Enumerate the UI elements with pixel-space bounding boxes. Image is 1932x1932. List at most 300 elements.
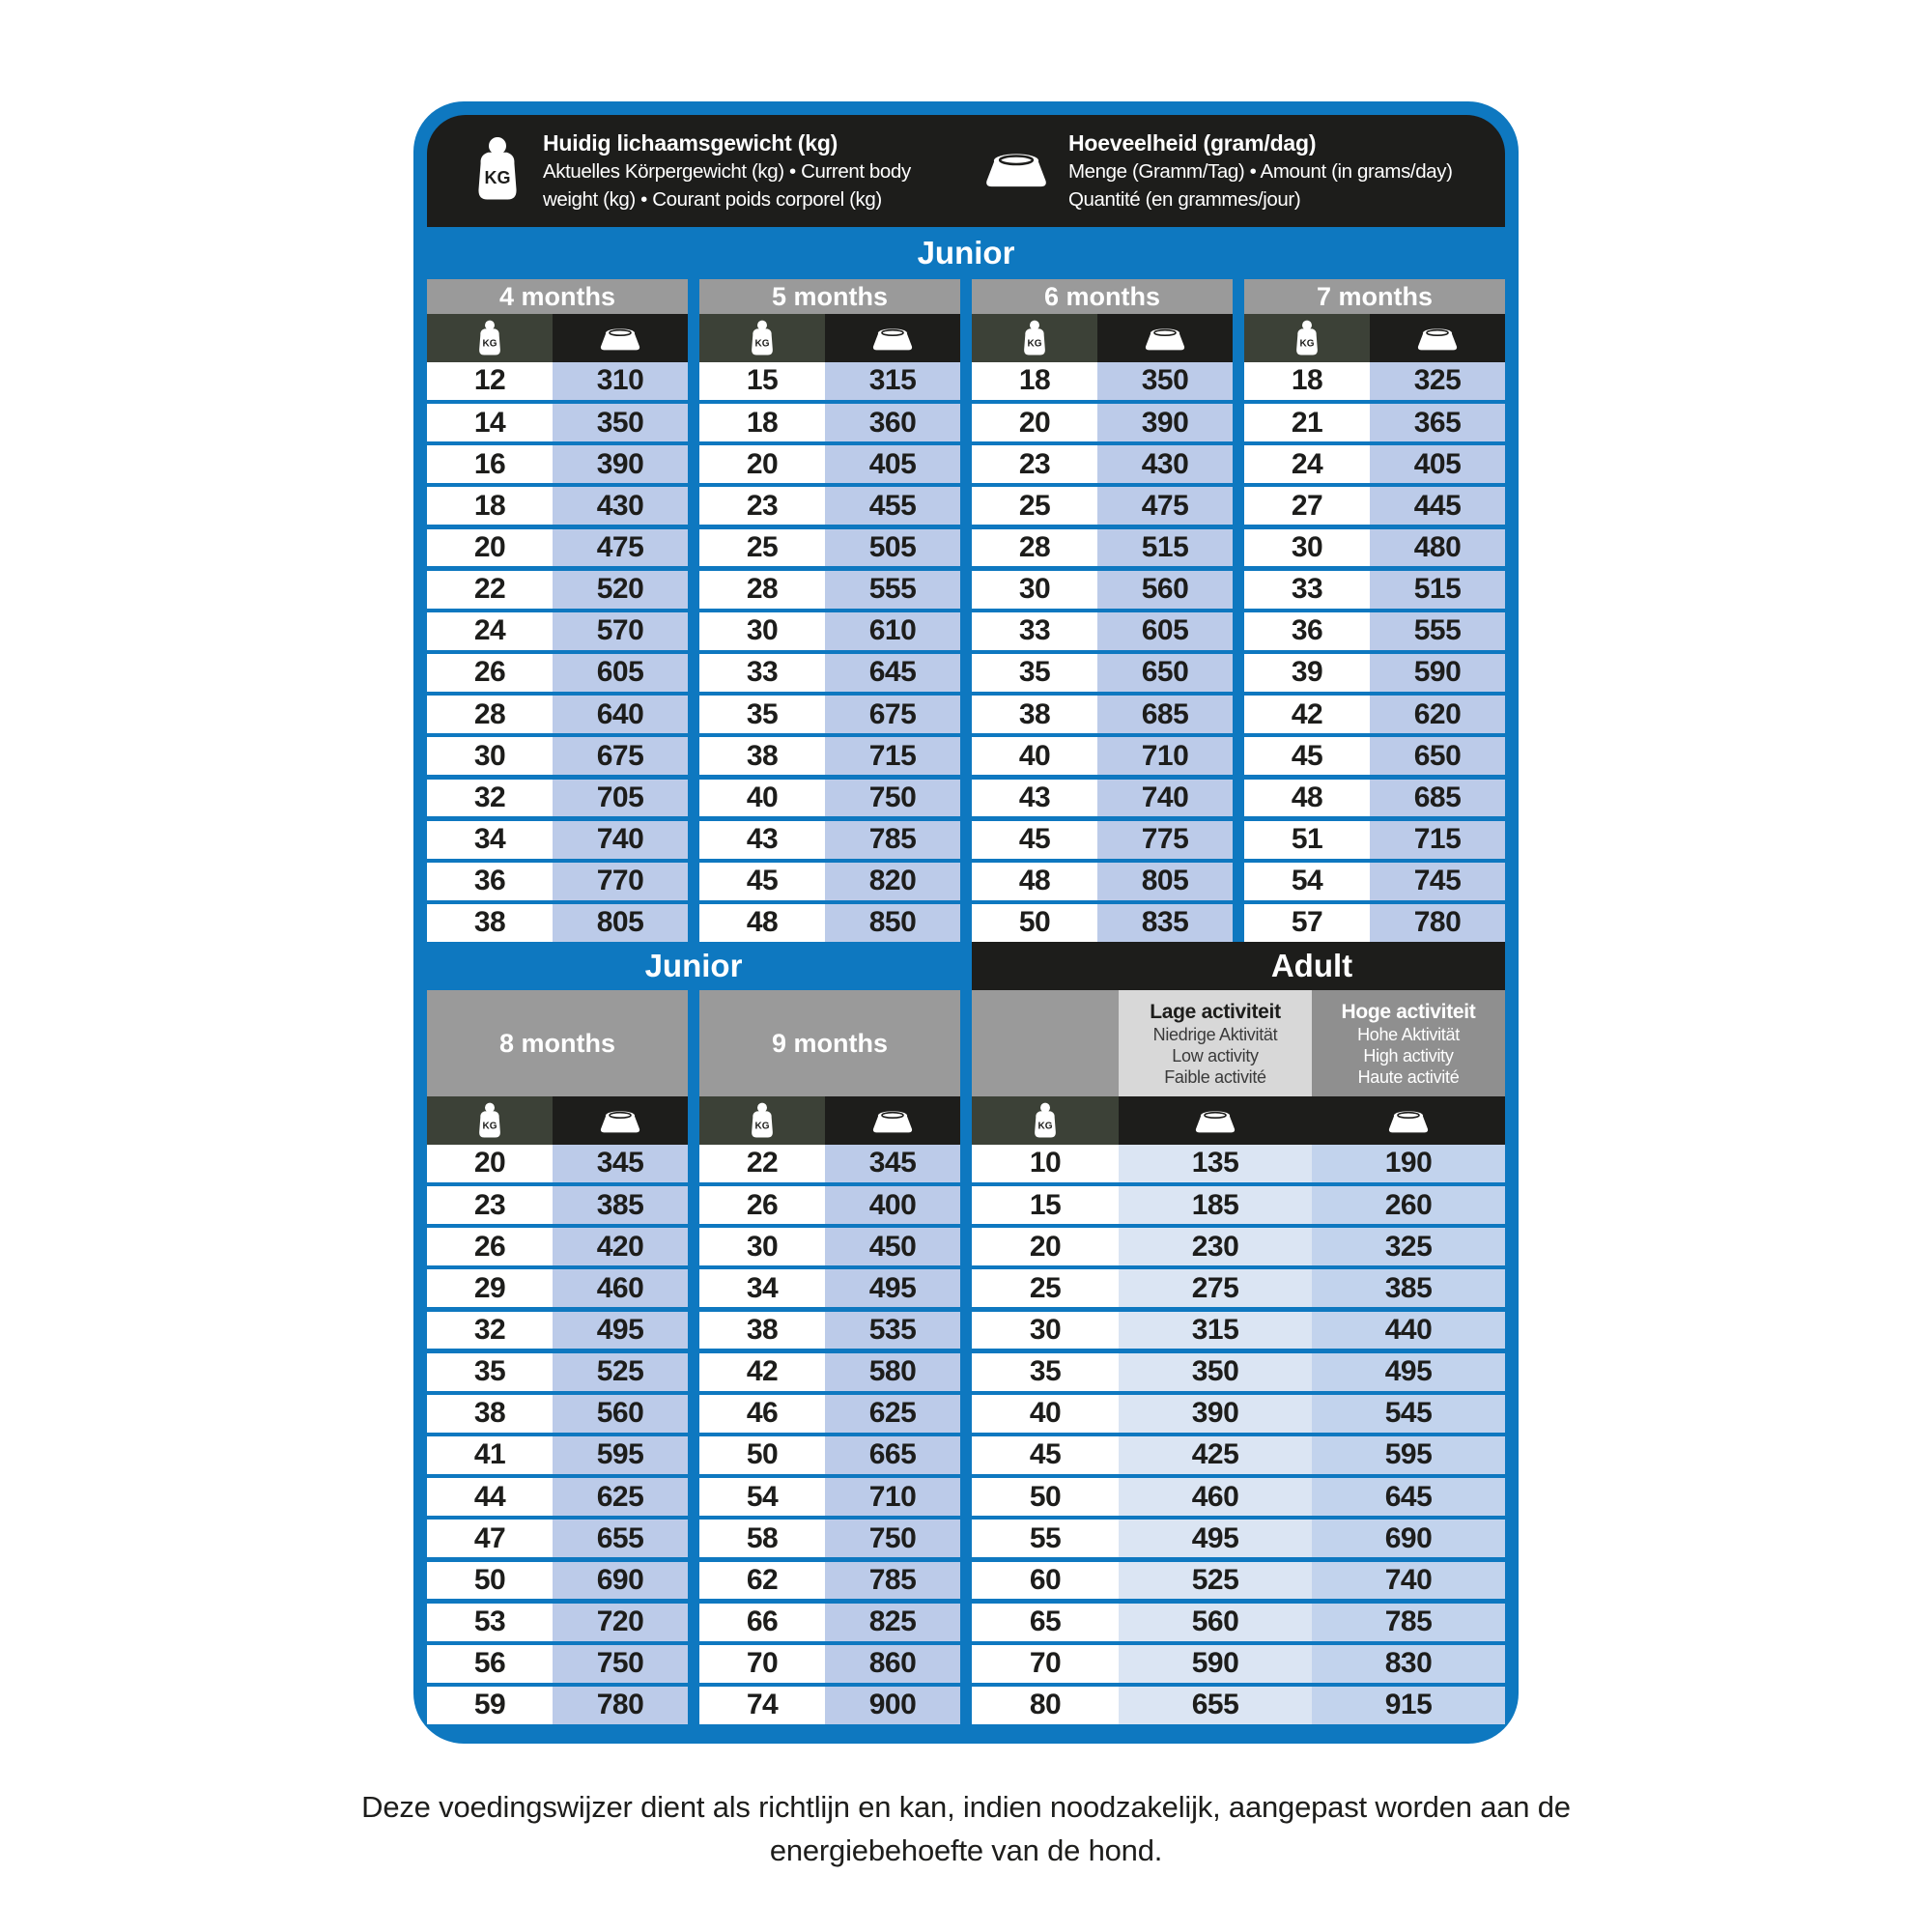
svg-text:KG: KG [1027, 338, 1042, 350]
amount-cell: 720 [553, 1604, 688, 1641]
kg-cell: 29 [427, 1269, 553, 1307]
high-activity-amount-cell: 645 [1312, 1478, 1505, 1516]
kg-cell: 66 [699, 1604, 825, 1641]
kg-cell: 40 [972, 737, 1097, 775]
amount-cell: 475 [553, 529, 688, 567]
legend-amount-text [1068, 128, 1453, 213]
low-activity-amount-cell: 460 [1119, 1478, 1312, 1516]
table-row [427, 780, 688, 817]
amount-cell: 750 [553, 1645, 688, 1683]
bowl-icon [1119, 1096, 1312, 1145]
table-row [972, 1645, 1505, 1683]
table-row [699, 696, 960, 733]
low-activity-title: Lage activiteit [1150, 1000, 1281, 1023]
table-row [972, 1186, 1505, 1224]
table-row [1244, 362, 1505, 400]
month-header: 7 months [1244, 279, 1505, 314]
kg-cell: 60 [972, 1562, 1119, 1600]
low-activity-amount-cell: 560 [1119, 1604, 1312, 1641]
amount-cell: 715 [825, 737, 960, 775]
table-row [427, 654, 688, 692]
kg-cell: 50 [972, 904, 1097, 942]
kg-cell: 39 [1244, 654, 1370, 692]
amount-cell: 645 [825, 654, 960, 692]
kg-cell: 25 [699, 529, 825, 567]
kg-cell: 50 [972, 1478, 1119, 1516]
amount-cell: 595 [553, 1436, 688, 1474]
column-icon-header [972, 314, 1233, 362]
table-row [1244, 571, 1505, 609]
amount-cell: 740 [1097, 780, 1233, 817]
amount-cell: 745 [1370, 863, 1505, 900]
legend-weight-line1: Aktuelles Körpergewicht (kg) • Current body [543, 160, 911, 183]
legend-amount-line1: Menge (Gramm/Tag) • Amount (in grams/day) [1068, 160, 1453, 183]
table-row [699, 654, 960, 692]
kg-cell: 45 [972, 1436, 1119, 1474]
table-row [1244, 821, 1505, 859]
legend-amount [983, 115, 1453, 227]
table-row [699, 362, 960, 400]
month-header: 8 months [427, 990, 688, 1096]
table-row [972, 612, 1233, 650]
kg-cell: 16 [427, 445, 553, 483]
kg-weight-icon [699, 1096, 825, 1145]
amount-cell: 455 [825, 487, 960, 525]
amount-cell: 805 [553, 904, 688, 942]
table-row [427, 362, 688, 400]
high-activity-amount-cell: 830 [1312, 1645, 1505, 1683]
table-row [972, 445, 1233, 483]
kg-cell: 30 [427, 737, 553, 775]
kg-cell: 48 [1244, 780, 1370, 817]
amount-cell: 325 [1370, 362, 1505, 400]
high-activity-header [1312, 990, 1505, 1096]
legend-amount-title: Hoeveelheid (gram/dag) [1068, 130, 1317, 156]
low-activity-amount-cell: 350 [1119, 1353, 1312, 1391]
kg-cell: 38 [699, 1312, 825, 1350]
low-activity-sub1: Niedrige Aktivität [1152, 1024, 1278, 1044]
amount-cell: 405 [825, 445, 960, 483]
amount-cell: 430 [553, 487, 688, 525]
table-row [1244, 737, 1505, 775]
table-row [427, 1478, 688, 1516]
kg-cell: 35 [972, 654, 1097, 692]
kg-cell: 59 [427, 1687, 553, 1724]
bowl-icon [825, 314, 960, 362]
amount-cell: 685 [1370, 780, 1505, 817]
amount-cell: 860 [825, 1645, 960, 1683]
amount-cell: 560 [553, 1395, 688, 1433]
kg-cell: 45 [972, 821, 1097, 859]
kg-cell: 20 [972, 1228, 1119, 1265]
kg-cell: 38 [699, 737, 825, 775]
table-row [427, 404, 688, 441]
table-row [1244, 612, 1505, 650]
band-gap [960, 942, 972, 990]
kg-cell: 53 [427, 1604, 553, 1641]
kg-cell: 42 [1244, 696, 1370, 733]
low-activity-sub2: Low activity [1172, 1045, 1259, 1065]
month-header: 6 months [972, 279, 1233, 314]
amount-cell: 590 [1370, 654, 1505, 692]
table-row [1244, 529, 1505, 567]
amount-cell: 535 [825, 1312, 960, 1350]
junior-top-title: Junior [917, 235, 1015, 270]
amount-cell: 400 [825, 1186, 960, 1224]
data-rows [699, 1145, 960, 1724]
svg-text:KG: KG [482, 338, 497, 350]
table-row [972, 1687, 1505, 1724]
amount-cell: 690 [553, 1562, 688, 1600]
kg-cell: 38 [427, 1395, 553, 1433]
kg-cell: 34 [699, 1269, 825, 1307]
bowl-icon [553, 1096, 688, 1145]
amount-cell: 445 [1370, 487, 1505, 525]
amount-cell: 775 [1097, 821, 1233, 859]
kg-cell: 45 [699, 863, 825, 900]
kg-cell: 48 [972, 863, 1097, 900]
amount-cell: 605 [1097, 612, 1233, 650]
kg-cell: 41 [427, 1436, 553, 1474]
table-row [972, 1436, 1505, 1474]
junior-bottom-title: Junior [644, 948, 743, 983]
kg-cell: 15 [699, 362, 825, 400]
table-row [699, 1395, 960, 1433]
table-row [972, 821, 1233, 859]
bowl-icon [983, 150, 1049, 193]
kg-cell: 25 [972, 1269, 1119, 1307]
kg-cell: 51 [1244, 821, 1370, 859]
table-row [972, 1312, 1505, 1350]
svg-text:KG: KG [1299, 338, 1315, 350]
bowl-icon [1370, 314, 1505, 362]
column-icon-header [427, 1096, 688, 1145]
amount-cell: 750 [825, 780, 960, 817]
amount-cell: 655 [553, 1520, 688, 1557]
table-row [972, 1562, 1505, 1600]
kg-cell: 62 [699, 1562, 825, 1600]
kg-cell: 23 [972, 445, 1097, 483]
table-row [972, 404, 1233, 441]
table-row [699, 1478, 960, 1516]
amount-cell: 450 [825, 1228, 960, 1265]
table-row [427, 1687, 688, 1724]
table-row [427, 612, 688, 650]
kg-cell: 42 [699, 1353, 825, 1391]
kg-cell: 33 [1244, 571, 1370, 609]
amount-cell: 785 [825, 1562, 960, 1600]
kg-cell: 45 [1244, 737, 1370, 775]
section-band [427, 942, 1505, 990]
kg-cell: 12 [427, 362, 553, 400]
table-row [972, 737, 1233, 775]
svg-text:KG: KG [482, 1121, 497, 1132]
table-row [699, 445, 960, 483]
adult-rows [972, 1145, 1505, 1724]
table-row [699, 863, 960, 900]
kg-cell: 25 [972, 487, 1097, 525]
low-activity-amount-cell: 230 [1119, 1228, 1312, 1265]
amount-cell: 525 [553, 1353, 688, 1391]
amount-cell: 430 [1097, 445, 1233, 483]
amount-cell: 420 [553, 1228, 688, 1265]
kg-weight-icon [471, 135, 524, 208]
table-row [699, 1186, 960, 1224]
month-group [699, 990, 960, 1724]
low-activity-header [1119, 990, 1312, 1096]
table-row [427, 904, 688, 942]
kg-cell: 55 [972, 1520, 1119, 1557]
table-row [972, 1353, 1505, 1391]
kg-cell: 50 [699, 1436, 825, 1474]
amount-cell: 310 [553, 362, 688, 400]
table-row [427, 863, 688, 900]
kg-cell: 20 [972, 404, 1097, 441]
month-group [427, 990, 688, 1724]
amount-cell: 515 [1097, 529, 1233, 567]
amount-cell: 770 [553, 863, 688, 900]
kg-cell: 80 [972, 1687, 1119, 1724]
adult-empty-header-cell [972, 990, 1119, 1096]
high-activity-amount-cell: 785 [1312, 1604, 1505, 1641]
column-icon-header [699, 1096, 960, 1145]
amount-cell: 350 [553, 404, 688, 441]
amount-cell: 715 [1370, 821, 1505, 859]
high-activity-amount-cell: 740 [1312, 1562, 1505, 1600]
kg-weight-icon [1244, 314, 1370, 362]
amount-cell: 850 [825, 904, 960, 942]
table-row [427, 1228, 688, 1265]
amount-cell: 350 [1097, 362, 1233, 400]
high-activity-amount-cell: 260 [1312, 1186, 1505, 1224]
table-row [1244, 445, 1505, 483]
amount-cell: 365 [1370, 404, 1505, 441]
kg-cell: 40 [972, 1395, 1119, 1433]
amount-cell: 625 [553, 1478, 688, 1516]
data-rows [427, 362, 688, 942]
amount-cell: 560 [1097, 571, 1233, 609]
kg-cell: 10 [972, 1145, 1119, 1182]
low-activity-amount-cell: 390 [1119, 1395, 1312, 1433]
bowl-icon [553, 314, 688, 362]
table-row [972, 696, 1233, 733]
kg-cell: 30 [699, 612, 825, 650]
table-row [972, 487, 1233, 525]
amount-cell: 480 [1370, 529, 1505, 567]
data-rows [427, 1145, 688, 1724]
amount-cell: 665 [825, 1436, 960, 1474]
kg-cell: 32 [427, 780, 553, 817]
kg-cell: 23 [427, 1186, 553, 1224]
kg-cell: 46 [699, 1395, 825, 1433]
table-row [699, 780, 960, 817]
month-group [699, 279, 960, 942]
kg-cell: 50 [427, 1562, 553, 1600]
table-row [699, 1228, 960, 1265]
adult-header [972, 990, 1505, 1096]
high-activity-amount-cell: 495 [1312, 1353, 1505, 1391]
kg-cell: 70 [699, 1645, 825, 1683]
kg-cell: 24 [1244, 445, 1370, 483]
amount-cell: 805 [1097, 863, 1233, 900]
table-row [1244, 780, 1505, 817]
table-row [699, 1687, 960, 1724]
junior-bottom-table [427, 990, 960, 1724]
kg-cell: 30 [972, 571, 1097, 609]
low-activity-amount-cell: 425 [1119, 1436, 1312, 1474]
kg-cell: 30 [699, 1228, 825, 1265]
kg-cell: 18 [1244, 362, 1370, 400]
amount-cell: 345 [553, 1145, 688, 1182]
footer-line2: energiebehoefte van de hond. [769, 1833, 1163, 1867]
table-row [699, 1269, 960, 1307]
kg-weight-icon [972, 1096, 1119, 1145]
table-row [699, 821, 960, 859]
table-row [972, 1145, 1505, 1182]
month-group [427, 279, 688, 942]
kg-cell: 56 [427, 1645, 553, 1683]
amount-cell: 675 [553, 737, 688, 775]
kg-cell: 20 [699, 445, 825, 483]
table-row [427, 1145, 688, 1182]
kg-cell: 38 [427, 904, 553, 942]
kg-cell: 35 [972, 1353, 1119, 1391]
bottom-tables [427, 990, 1505, 1724]
table-row [427, 529, 688, 567]
high-activity-amount-cell: 190 [1312, 1145, 1505, 1182]
high-activity-amount-cell: 385 [1312, 1269, 1505, 1307]
legend-header [427, 115, 1505, 227]
table-row [427, 737, 688, 775]
adult-title: Adult [1270, 948, 1353, 983]
table-row [427, 445, 688, 483]
amount-cell: 740 [553, 821, 688, 859]
adult-band [972, 942, 1505, 990]
high-activity-sub2: High activity [1363, 1045, 1454, 1065]
table-row [972, 654, 1233, 692]
table-row [427, 1645, 688, 1683]
table-row [699, 737, 960, 775]
low-activity-amount-cell: 655 [1119, 1687, 1312, 1724]
table-row [699, 529, 960, 567]
svg-text:KG: KG [754, 1121, 770, 1132]
amount-cell: 555 [825, 571, 960, 609]
adult-table [972, 990, 1505, 1724]
amount-cell: 345 [825, 1145, 960, 1182]
amount-cell: 390 [553, 445, 688, 483]
amount-cell: 820 [825, 863, 960, 900]
low-activity-sub3: Faible activité [1164, 1066, 1266, 1087]
kg-cell: 30 [972, 1312, 1119, 1350]
table-row [699, 404, 960, 441]
month-group [1244, 279, 1505, 942]
high-activity-amount-cell: 915 [1312, 1687, 1505, 1724]
amount-cell: 710 [1097, 737, 1233, 775]
amount-cell: 650 [1097, 654, 1233, 692]
kg-weight-icon [972, 314, 1097, 362]
amount-cell: 515 [1370, 571, 1505, 609]
kg-weight-icon [699, 314, 825, 362]
table-row [427, 821, 688, 859]
kg-cell: 65 [972, 1604, 1119, 1641]
table-row [972, 863, 1233, 900]
kg-cell: 26 [427, 1228, 553, 1265]
month-header: 9 months [699, 990, 960, 1096]
table-row [699, 1436, 960, 1474]
table-row [1244, 863, 1505, 900]
amount-cell: 385 [553, 1186, 688, 1224]
amount-cell: 705 [553, 780, 688, 817]
kg-icon-label: KG [484, 167, 511, 187]
amount-cell: 460 [553, 1269, 688, 1307]
table-row [427, 1269, 688, 1307]
table-row [427, 1395, 688, 1433]
amount-cell: 610 [825, 612, 960, 650]
table-row [427, 696, 688, 733]
kg-cell: 22 [427, 571, 553, 609]
high-activity-amount-cell: 690 [1312, 1520, 1505, 1557]
low-activity-amount-cell: 590 [1119, 1645, 1312, 1683]
amount-cell: 475 [1097, 487, 1233, 525]
amount-cell: 750 [825, 1520, 960, 1557]
table-row [699, 1520, 960, 1557]
table-row [699, 1562, 960, 1600]
table-row [699, 1353, 960, 1391]
table-row [972, 1269, 1505, 1307]
table-row [972, 780, 1233, 817]
table-row [699, 1604, 960, 1641]
table-row [427, 1312, 688, 1350]
kg-cell: 33 [972, 612, 1097, 650]
amount-cell: 520 [553, 571, 688, 609]
table-row [972, 529, 1233, 567]
kg-cell: 14 [427, 404, 553, 441]
amount-cell: 620 [1370, 696, 1505, 733]
kg-cell: 18 [972, 362, 1097, 400]
table-row [972, 1395, 1505, 1433]
amount-cell: 710 [825, 1478, 960, 1516]
low-activity-amount-cell: 495 [1119, 1520, 1312, 1557]
table-row [972, 362, 1233, 400]
low-activity-amount-cell: 315 [1119, 1312, 1312, 1350]
table-row [427, 1604, 688, 1641]
amount-cell: 495 [825, 1269, 960, 1307]
kg-cell: 30 [1244, 529, 1370, 567]
table-row [1244, 487, 1505, 525]
amount-cell: 505 [825, 529, 960, 567]
table-row [699, 1312, 960, 1350]
high-activity-sub1: Hohe Aktivität [1357, 1024, 1460, 1044]
high-activity-amount-cell: 595 [1312, 1436, 1505, 1474]
kg-cell: 24 [427, 612, 553, 650]
table-row [699, 904, 960, 942]
kg-weight-icon [427, 314, 553, 362]
kg-cell: 47 [427, 1520, 553, 1557]
high-activity-amount-cell: 545 [1312, 1395, 1505, 1433]
kg-cell: 40 [699, 780, 825, 817]
table-row [427, 487, 688, 525]
amount-cell: 555 [1370, 612, 1505, 650]
column-icon-header [427, 314, 688, 362]
table-row [427, 571, 688, 609]
table-row [972, 571, 1233, 609]
high-activity-title: Hoge activiteit [1341, 1000, 1476, 1023]
kg-cell: 15 [972, 1186, 1119, 1224]
column-icon-header [1244, 314, 1505, 362]
data-rows [1244, 362, 1505, 942]
table-row [1244, 696, 1505, 733]
table-row [1244, 904, 1505, 942]
